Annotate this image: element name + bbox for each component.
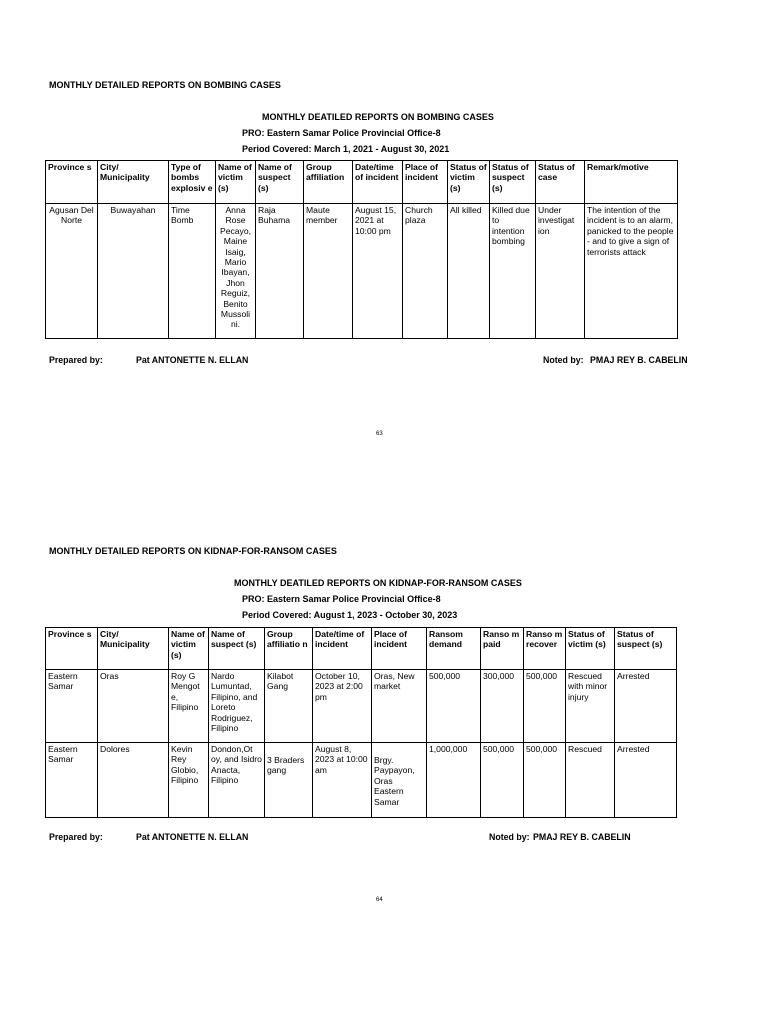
page-number: 63	[376, 431, 383, 437]
kidnap-header-cell: City/ Municipality	[98, 628, 169, 670]
table-cell: August 15, 2021 at 10:00 pm	[353, 204, 403, 339]
table-cell: 500,000	[481, 743, 524, 818]
bombing-report-title: MONTHLY DEATILED REPORTS ON BOMBING CASES	[262, 112, 494, 122]
table-cell: All killed	[448, 204, 490, 339]
kidnap-section-title: MONTHLY DETAILED REPORTS ON KIDNAP-FOR-RANSOM CASES	[49, 546, 337, 556]
table-cell: Brgy. Paypayon, Oras Eastern Samar	[372, 743, 427, 818]
table-cell: The intention of the incident is to an alarm, panicked to the people - and to give a sign of terrorists attack	[585, 204, 678, 339]
table-cell: 500,000	[427, 670, 481, 743]
table-cell: Church plaza	[403, 204, 448, 339]
table-cell: 300,000	[481, 670, 524, 743]
kidnap-header-cell: Group affiliatio n	[265, 628, 313, 670]
table-cell: Raja Buhama	[256, 204, 304, 339]
table-cell: August 8, 2023 at 10:00 am	[313, 743, 372, 818]
kidnap-header-row	[46, 628, 677, 670]
kidnap-header-cell: Name of suspect (s)	[209, 628, 265, 670]
bombing-header-cell: Status of suspect (s)	[490, 161, 536, 204]
kidnap-prepared-name: Pat ANTONETTE N. ELLAN	[136, 832, 249, 842]
kidnap-header-cell: Name of victim (s)	[169, 628, 209, 670]
bombing-header-row	[46, 161, 678, 204]
kidnap-header-cell: Ransom demand	[427, 628, 481, 670]
bombing-prepared-label: Prepared by:	[49, 355, 103, 365]
table-cell: 500,000	[524, 670, 566, 743]
table-cell: Under investigat ion	[536, 204, 585, 339]
kidnap-header-cell: Ranso m paid	[481, 628, 524, 670]
table-cell: Dolores	[98, 743, 169, 818]
bombing-header-cell: Remark/motive	[585, 161, 678, 204]
bombing-header-cell: Type of bombs explosiv e	[169, 161, 216, 204]
bombing-period-line: Period Covered: March 1, 2021 - August 30, 2021	[242, 144, 450, 154]
table-cell: October 10, 2023 at 2:00 pm	[313, 670, 372, 743]
bombing-header-cell: Status of case	[536, 161, 585, 204]
table-cell: 3 Braders gang	[265, 743, 313, 818]
table-row	[46, 670, 677, 743]
kidnap-report-title: MONTHLY DEATILED REPORTS ON KIDNAP-FOR-RANSOM CASES	[234, 578, 522, 588]
bombing-table	[45, 160, 678, 339]
table-cell: Arrested	[615, 670, 677, 743]
kidnap-header-cell: Ranso m recover	[524, 628, 566, 670]
table-cell: Oras	[98, 670, 169, 743]
table-cell: Kevin Rey Globio, Filipino	[169, 743, 209, 818]
bombing-prepared-name: Pat ANTONETTE N. ELLAN	[136, 355, 249, 365]
table-cell: Nardo Lumuntad, Filipino, and Loreto Rodriguez, Filipino	[209, 670, 265, 743]
table-cell: Buwayahan	[98, 204, 169, 339]
table-cell: Oras, New market	[372, 670, 427, 743]
kidnap-header-cell: Province s	[46, 628, 98, 670]
table-cell: 500,000	[524, 743, 566, 818]
table-cell: Time Bomb	[169, 204, 216, 339]
bombing-pro-line: PRO: Eastern Samar Police Provincial Office-8	[242, 128, 441, 138]
table-cell: Anna Rose Pecayo, Maine Isaig, Mario Ibayan, Jhon Reguiz, Benito Mussoli ni.	[216, 204, 256, 339]
table-cell: Dondon,Ot oy, and Isidro Anacta, Filipino	[209, 743, 265, 818]
kidnap-header-cell: Date/time of incident	[313, 628, 372, 670]
bombing-noted-label: Noted by:	[543, 355, 584, 365]
kidnap-pro-line: PRO: Eastern Samar Police Provincial Office-8	[242, 594, 441, 604]
table-cell: Kilabot Gang	[265, 670, 313, 743]
bombing-noted-name: PMAJ REY B. CABELIN	[590, 355, 688, 365]
bombing-header-cell: Name of victim (s)	[216, 161, 256, 204]
bombing-header-cell: Status of victim (s)	[448, 161, 490, 204]
page-number: 64	[376, 897, 383, 903]
kidnap-prepared-label: Prepared by:	[49, 832, 103, 842]
kidnap-noted-name: PMAJ REY B. CABELIN	[533, 832, 631, 842]
kidnap-header-cell: Status of victim (s)	[566, 628, 615, 670]
bombing-header-cell: Group affiliation	[304, 161, 353, 204]
bombing-section-title: MONTHLY DETAILED REPORTS ON BOMBING CASES	[49, 80, 281, 90]
table-cell: Agusan Del Norte	[46, 204, 98, 339]
table-cell: 1,000,000	[427, 743, 481, 818]
bombing-header-cell: Name of suspect (s)	[256, 161, 304, 204]
table-row	[46, 204, 678, 339]
bombing-header-cell: Date/time of incident	[353, 161, 403, 204]
table-cell: Eastern Samar	[46, 743, 98, 818]
bombing-header-cell: City/ Municipality	[98, 161, 169, 204]
table-cell: Arrested	[615, 743, 677, 818]
kidnap-noted-label: Noted by:	[489, 832, 530, 842]
table-cell: Maute member	[304, 204, 353, 339]
table-cell: Roy G Mengot e, Filipino	[169, 670, 209, 743]
kidnap-period-line: Period Covered: August 1, 2023 - October 30, 2023	[242, 610, 458, 620]
table-cell: Rescued with minor injury	[566, 670, 615, 743]
kidnap-header-cell: Status of suspect (s)	[615, 628, 677, 670]
table-cell: Rescued	[566, 743, 615, 818]
bombing-header-cell: Province s	[46, 161, 98, 204]
kidnap-header-cell: Place of incident	[372, 628, 427, 670]
table-cell: Eastern Samar	[46, 670, 98, 743]
kidnap-table	[45, 627, 677, 818]
bombing-header-cell: Place of incident	[403, 161, 448, 204]
table-cell: Killed due to intention bombing	[490, 204, 536, 339]
table-row	[46, 743, 677, 818]
